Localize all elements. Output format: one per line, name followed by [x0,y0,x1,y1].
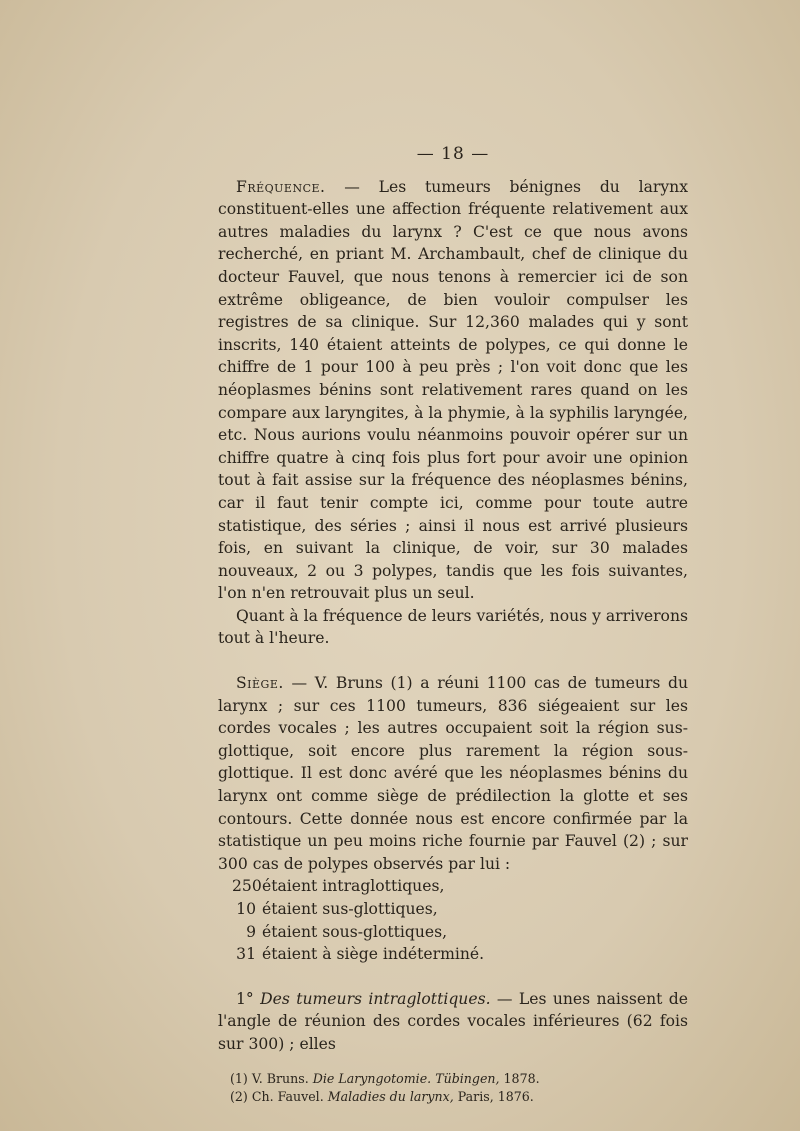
stat-label: étaient intraglottiques, [262,877,445,896]
siege-statistics-list [218,875,688,965]
stat-count: 9 [246,922,256,941]
list-item [218,921,688,944]
list-item [218,875,688,898]
page-number: — 18 — [416,144,490,164]
paragraph-text: — Les unes naissent de l'angle de réunion des cordes vocales inférieures (62 fois sur 300) ; elles [218,989,688,1053]
paragraph-siege [218,672,688,875]
section-number: 1° [236,989,254,1008]
footnote-1 [218,1070,688,1088]
footnote-year: 1876. [497,1088,534,1104]
footnotes [218,1070,688,1106]
stat-count: 31 [236,945,256,964]
footnote-2 [218,1088,688,1106]
stat-label: étaient à siège indéterminé. [262,945,485,964]
paragraph-text: — Les tumeurs bénignes du larynx constituent-elles une affection fréquente relativement aux autres maladies du larynx ? C'est ce que nous avons recherché, en priant M. Archambault, chef de clinique du docteur Fauvel, que nous tenons à remercier ici de son extrême obligeance, de bien vouloir compulser les registres de sa clinique. Sur 12,360 malades qui y sont inscrits, 140 étaient atteints de polypes, ce qui donne le chiffre de 1 pour 100 à peu près ; l'on voit donc que les néoplasmes bénins sont relativement rares quand on les compare aux laryngites, à la phymie, à la syphilis laryngée, etc. Nous aurions voulu néanmoins pouvoir opérer sur un chiffre quatre à cinq fois plus fort pour avoir une opinion tout à fait assise sur la fréquence des néoplasmes bénins, car il faut tenir compte ici, comme pour toute autre statistique, des séries ; ainsi il nous est arrivé plusieurs fois, en suivant la clinique, de voir, sur 30 malades nouveaux, 2 ou 3 polypes, tandis que les fois suivantes, l'on n'en retrouvait plus un seul. [218,177,688,603]
stat-count: 250 [232,877,262,896]
footnote-author: V. Bruns. [251,1070,309,1086]
stat-count: 10 [236,900,256,918]
section-heading-siege: Siège. [236,674,284,693]
paragraph-intraglottiques [218,988,688,1056]
paragraph-text: — V. Bruns (1) a réuni 1100 cas de tumeurs du larynx ; sur ces 1100 tumeurs, 836 siégeaient sur les cordes vocales ; les autres occupaient soit la région sus-glottique, soit encore plus rarement la région sous-glottique. Il est donc avéré que les néoplasmes bénins du larynx ont comme siège de prédilection la glotte et ses contours. Cette donnée nous est encore confirmée par la statistique un peu moins riche fournie par Fauvel (2) ; sur 300 cas de polypes observés par lui : [218,674,688,873]
footnote-author: Ch. Fauvel. [251,1088,324,1104]
section-title: Des tumeurs intraglottiques. [260,989,491,1008]
footnote-title: Die Laryngotomie. [312,1070,432,1086]
list-item [218,943,688,966]
paragraph-frequence [218,176,688,605]
footnote-year: 1878. [503,1070,540,1086]
section-heading-frequence: Fréquence. [236,177,326,196]
stat-label: étaient sous-glottiques, [262,922,448,941]
stat-label: étaient sus-glottiques, [262,900,438,918]
footnote-mark: (1) [230,1070,248,1086]
footnote-title: Maladies du larynx, [327,1088,454,1104]
page-content [218,143,688,1106]
footnote-mark: (2) [230,1088,248,1104]
footnote-place: Tübingen, [435,1070,500,1086]
footnote-place: Paris, [457,1088,494,1104]
paragraph-varietes: Quant à la fréquence de leurs variétés, nous y arriverons tout à l'heure. [218,606,688,648]
list-item [218,898,688,921]
